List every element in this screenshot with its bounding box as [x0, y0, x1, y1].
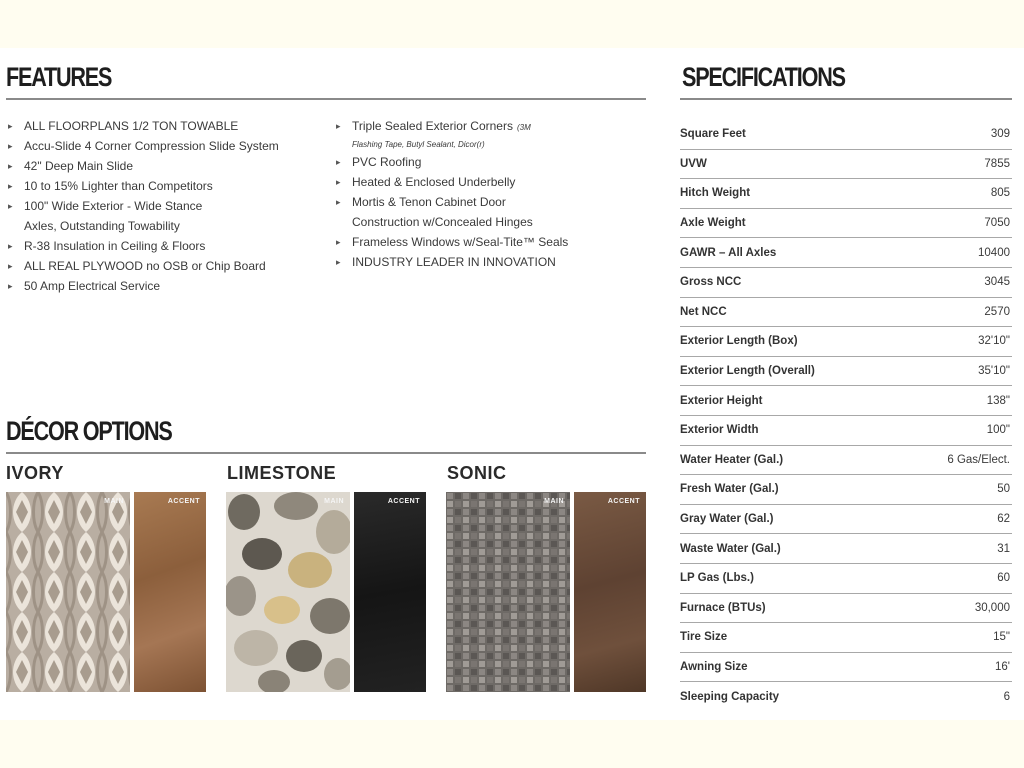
feature-text-continued: Construction w/Concealed Hinges — [352, 215, 533, 229]
feature-item — [336, 232, 568, 252]
feature-item — [8, 156, 279, 176]
spec-label: Waste Water (Gal.) — [680, 542, 781, 555]
features-divider — [6, 98, 646, 100]
sonic-accent-swatch — [574, 492, 646, 692]
spec-value: 100" — [986, 424, 1010, 437]
spec-row — [680, 327, 1012, 357]
spec-row — [680, 209, 1012, 239]
spec-row — [680, 357, 1012, 387]
bullet-icon: ▸ — [336, 177, 341, 187]
feature-text: 50 Amp Electrical Service — [24, 279, 161, 293]
spec-label: Hitch Weight — [680, 187, 751, 200]
bullet-icon: ▸ — [8, 121, 13, 131]
feature-text: Heated & Enclosed Underbelly — [352, 175, 516, 189]
spec-label: Exterior Width — [680, 424, 759, 437]
decor-divider — [6, 452, 646, 454]
spec-value: 50 — [997, 483, 1010, 496]
feature-text: Accu-Slide 4 Corner Compression Slide System — [24, 139, 279, 153]
spec-label: UVW — [680, 157, 707, 170]
spec-row — [680, 268, 1012, 298]
spec-value: 2570 — [984, 305, 1010, 318]
feature-note: Flashing Tape, Butyl Sealant, Dicor(r) — [352, 140, 485, 149]
bullet-icon: ▸ — [8, 201, 13, 211]
spec-value: 35'10" — [978, 365, 1010, 378]
feature-item — [336, 172, 568, 192]
spec-value: 7050 — [984, 217, 1010, 230]
spec-label: Gross NCC — [680, 276, 742, 289]
spec-value: 309 — [990, 128, 1010, 141]
ivory-accent-label: ACCENT — [167, 498, 200, 505]
feature-item — [8, 116, 279, 136]
spec-value: 10400 — [978, 246, 1010, 259]
ivory-main-label: MAIN — [104, 498, 124, 505]
bullet-icon: ▸ — [336, 237, 341, 247]
spec-label: GAWR – All Axles — [680, 246, 777, 259]
feature-item — [336, 252, 568, 272]
spec-label: Tire Size — [680, 631, 728, 644]
spec-value: 7855 — [984, 157, 1010, 170]
spec-row — [680, 386, 1012, 416]
spec-label: Exterior Height — [680, 394, 763, 407]
decor-name-sonic: SONIC — [447, 463, 507, 483]
specifications-title: SPECIFICATIONS — [682, 62, 845, 92]
bullet-icon: ▸ — [336, 157, 341, 167]
ivory-accent-swatch — [134, 492, 206, 692]
spec-row — [680, 682, 1012, 711]
spec-label: Exterior Length (Overall) — [680, 365, 815, 378]
bullet-icon: ▸ — [8, 181, 13, 191]
specifications-divider — [680, 98, 1012, 100]
limestone-main-label: MAIN — [324, 498, 344, 505]
spec-row — [680, 505, 1012, 535]
spec-row — [680, 534, 1012, 564]
spec-row — [680, 623, 1012, 653]
bullet-icon: ▸ — [8, 241, 13, 251]
spec-row — [680, 179, 1012, 209]
spec-row — [680, 475, 1012, 505]
spec-row — [680, 653, 1012, 683]
spec-value: 138" — [986, 394, 1010, 407]
ivory-pattern — [6, 492, 130, 692]
spec-row — [680, 238, 1012, 268]
spec-value: 16' — [995, 660, 1010, 673]
limestone-accent-label: ACCENT — [387, 498, 420, 505]
spec-label: Furnace (BTUs) — [680, 601, 766, 614]
bullet-icon: ▸ — [336, 121, 341, 131]
spec-row — [680, 120, 1012, 150]
spec-value: 6 Gas/Elect. — [947, 453, 1010, 466]
sonic-accent-label: ACCENT — [607, 498, 640, 505]
specifications-table — [680, 120, 1012, 711]
feature-item — [336, 192, 568, 232]
spec-label: Sleeping Capacity — [680, 690, 780, 703]
feature-item — [8, 196, 279, 236]
feature-text: ALL FLOORPLANS 1/2 TON TOWABLE — [24, 119, 239, 133]
spec-label: Net NCC — [680, 305, 727, 318]
spec-value: 62 — [997, 513, 1010, 526]
feature-text: PVC Roofing — [352, 155, 422, 169]
spec-value: 6 — [1003, 690, 1010, 703]
feature-item — [8, 136, 279, 156]
limestone-pattern — [226, 492, 350, 692]
spec-value: 3045 — [984, 276, 1010, 289]
bullet-icon: ▸ — [8, 141, 13, 151]
feature-text: 100" Wide Exterior - Wide Stance — [24, 199, 203, 213]
spec-label: Fresh Water (Gal.) — [680, 483, 779, 496]
feature-item — [8, 256, 279, 276]
sonic-pattern — [446, 492, 570, 692]
spec-row — [680, 150, 1012, 180]
spec-label: Water Heater (Gal.) — [680, 453, 784, 466]
spec-row — [680, 564, 1012, 594]
spec-value: 60 — [997, 572, 1010, 585]
feature-text: R-38 Insulation in Ceiling & Floors — [24, 239, 206, 253]
feature-item — [336, 152, 568, 172]
spec-label: Exterior Length (Box) — [680, 335, 798, 348]
bullet-icon: ▸ — [8, 261, 13, 271]
spec-row — [680, 594, 1012, 624]
feature-text: Frameless Windows w/Seal-Tite™ Seals — [352, 235, 569, 249]
decor-name-ivory: IVORY — [6, 463, 64, 483]
feature-text-continued: Axles, Outstanding Towability — [24, 219, 180, 233]
limestone-accent-swatch — [354, 492, 426, 692]
feature-text: ALL REAL PLYWOOD no OSB or Chip Board — [24, 259, 266, 273]
sonic-main-swatch — [446, 492, 570, 692]
feature-text: 42" Deep Main Slide — [24, 159, 133, 173]
bullet-icon: ▸ — [8, 281, 13, 291]
feature-text: Triple Sealed Exterior Corners — [352, 119, 513, 133]
feature-note-prefix: (3M — [516, 123, 531, 132]
feature-text: 10 to 15% Lighter than Competitors — [24, 179, 213, 193]
bullet-icon: ▸ — [336, 197, 341, 207]
spec-value: 31 — [997, 542, 1010, 555]
spec-label: Gray Water (Gal.) — [680, 513, 774, 526]
features-list-left — [8, 116, 279, 296]
spec-value: 30,000 — [974, 601, 1010, 614]
spec-label: Awning Size — [680, 660, 748, 673]
spec-label: Axle Weight — [680, 217, 746, 230]
feature-item — [8, 276, 279, 296]
bullet-icon: ▸ — [8, 161, 13, 171]
features-list-right — [336, 116, 568, 272]
spec-row — [680, 298, 1012, 328]
feature-item — [8, 176, 279, 196]
decor-name-limestone: LIMESTONE — [227, 463, 337, 483]
feature-item — [336, 116, 568, 152]
feature-text: Mortis & Tenon Cabinet Door — [352, 195, 506, 209]
feature-item — [8, 236, 279, 256]
features-title: FEATURES — [6, 62, 112, 92]
ivory-main-swatch — [6, 492, 130, 692]
spec-value: 15" — [993, 631, 1010, 644]
spec-label: LP Gas (Lbs.) — [680, 572, 754, 585]
sonic-main-label: MAIN — [544, 498, 564, 505]
spec-row — [680, 446, 1012, 476]
decor-title: DÉCOR OPTIONS — [6, 416, 172, 446]
spec-label: Square Feet — [680, 128, 746, 141]
spec-value: 32'10" — [978, 335, 1010, 348]
bullet-icon: ▸ — [336, 257, 341, 267]
spec-row — [680, 416, 1012, 446]
limestone-main-swatch — [226, 492, 350, 692]
spec-value: 805 — [990, 187, 1010, 200]
feature-text: INDUSTRY LEADER IN INNOVATION — [352, 255, 556, 269]
